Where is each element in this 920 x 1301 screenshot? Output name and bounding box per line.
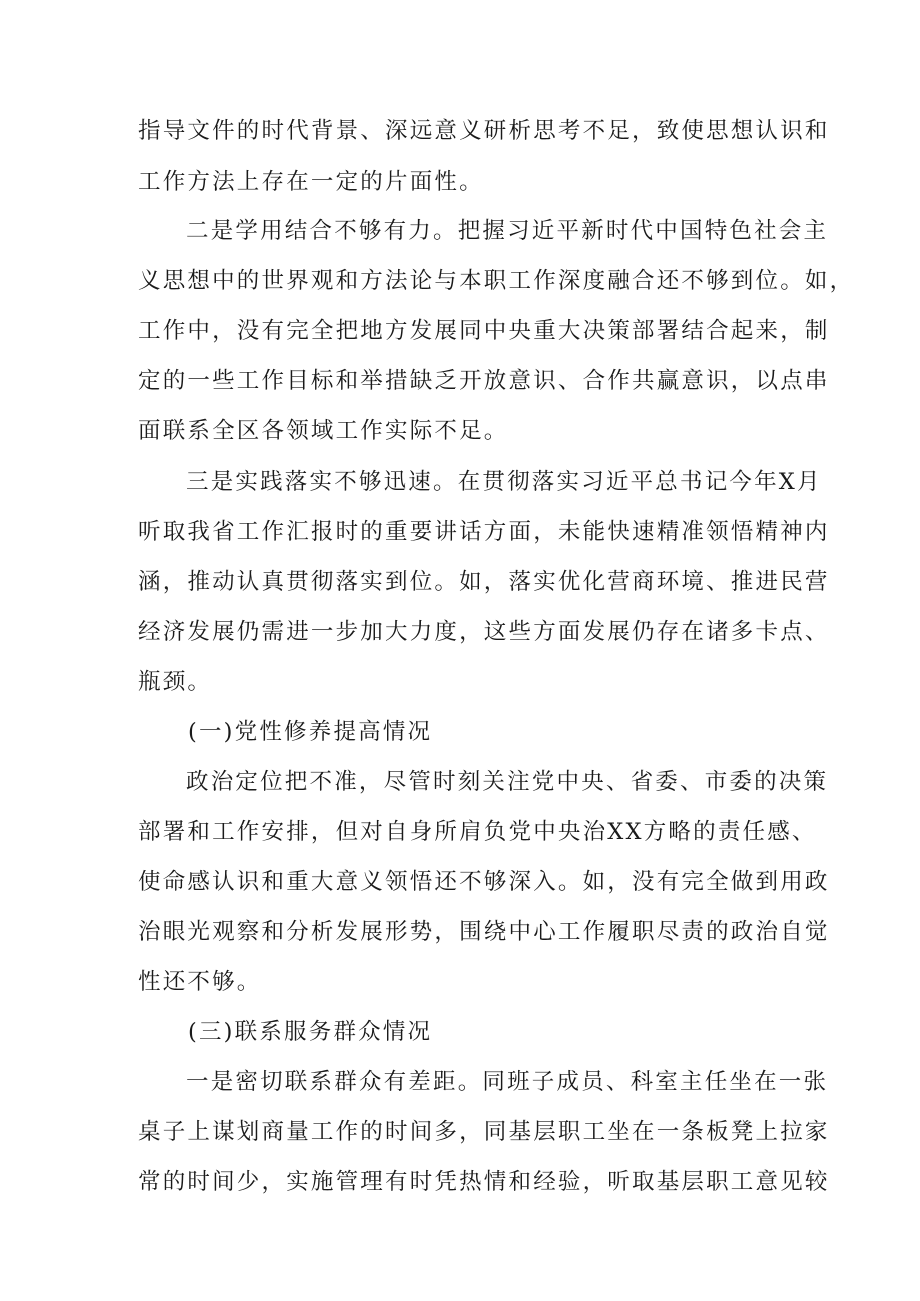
text-line-2: 工作方法上存在一定的片面性。 xyxy=(138,169,484,195)
text-line-6: 定的一些工作目标和举措缺乏开放意识、合作共赢意识，以点串 xyxy=(138,368,830,394)
text-line-7: 面联系全区各领域工作实际不足。 xyxy=(138,418,509,444)
text-line-4: 义思想中的世界观和方法论与本职工作深度融合还不够到位。如， xyxy=(138,268,855,294)
text-line-16: 使命感认识和重大意义领悟还不够深入。如，没有完全做到用政 xyxy=(138,869,830,895)
text-line-17: 治眼光观察和分析发展形势，围绕中心工作履职尽责的政治自觉 xyxy=(138,919,830,945)
section-heading-serving-masses: (三)联系服务群众情况 xyxy=(188,1019,433,1045)
text-line-12: 瓶颈。 xyxy=(138,669,213,695)
text-line-22: 常的时间少，实施管理有时凭热情和经验，听取基层职工意见较 xyxy=(138,1169,830,1195)
text-line-1: 指导文件的时代背景、深远意义研析思考不足，致使思想认识和 xyxy=(138,118,830,144)
section-heading-party-spirit: (一)党性修养提高情况 xyxy=(188,719,433,745)
text-line-18: 性还不够。 xyxy=(138,969,262,995)
text-line-10: 涵，推动认真贯彻落实到位。如，落实优化营商环境、推进民营 xyxy=(138,569,830,595)
text-line-3: 二是学用结合不够有力。把握习近平新时代中国特色社会主 xyxy=(186,218,829,244)
text-line-21: 桌子上谋划商量工作的时间多，同基层职工坐在一条板凳上拉家 xyxy=(138,1119,830,1145)
text-line-20: 一是密切联系群众有差距。同班子成员、科室主任坐在一张 xyxy=(186,1069,829,1095)
text-line-5: 工作中，没有完全把地方发展同中央重大决策部署结合起来，制 xyxy=(138,318,830,344)
text-line-9: 听取我省工作汇报时的重要讲话方面，未能快速精准领悟精神内 xyxy=(138,519,830,545)
text-line-14: 政治定位把不准，尽管时刻关注党中央、省委、市委的决策 xyxy=(186,769,829,795)
text-line-11: 经济发展仍需进一步加大力度，这些方面发展仍存在诸多卡点、 xyxy=(138,619,830,645)
text-line-15: 部署和工作安排，但对自身所肩负党中央治XX方略的责任感、 xyxy=(138,819,817,845)
text-line-8: 三是实践落实不够迅速。在贯彻落实习近平总书记今年X月 xyxy=(186,469,822,495)
